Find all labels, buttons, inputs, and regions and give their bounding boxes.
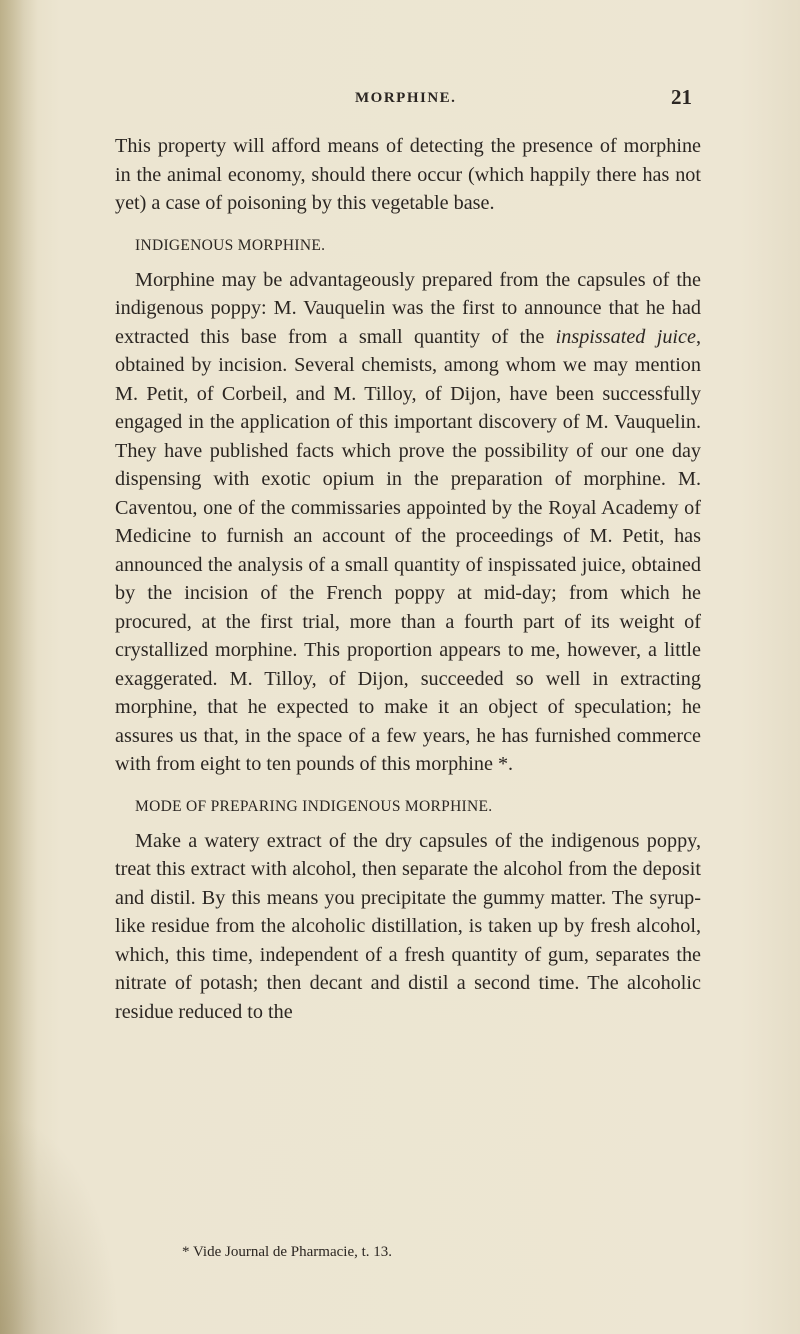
page-header [0,85,800,118]
section-heading-mode-of-preparing: MODE OF PREPARING INDIGENOUS MORPHINE. [135,797,493,815]
paragraph-preparation: Make a watery extract of the dry capsules of the indigenous poppy, treat this extract with alcohol, then separate the alcohol from the deposit and distil. By this means you precipitate the gummy matter. The syrup-like residue from the alcoholic distillation, is taken up by fresh alcohol, which, this time, independent of a fresh quantity of gum, separates the nitrate of potash; then decant and distil a second time. The alcoholic residue reduced to the [115,829,701,1023]
page-number: 21 [671,85,692,109]
paragraph-indigenous-morphine [115,266,701,779]
footnote: * Vide Journal de Pharmacie, t. 13. [182,1244,393,1260]
section-heading-indigenous-morphine: INDIGENOUS MORPHINE. [135,236,326,254]
paragraph-continuation: This property will afford means of detecting the presence of morphine in the animal economy, should there occur (which happily there has not yet) a case of poisoning by this vegetable base. [115,135,701,214]
emphasized-term: inspissated juice [555,325,696,348]
paragraph-text: , obtained by incision. Several chemists, among whom we may mention M. Petit, of Corbeil, and M. Tilloy, of Dijon, have been successfully engaged in the application of this important discovery of M. Vauquelin. They have published facts which prove the possibility of our one day dispensing with exotic opium in the preparation of morphine. M. Caventou, one of the commissaries appointed by the Royal Academy of Medicine to furnish an account of the proceedings of M. Petit, has announced the analysis of a small quantity of inspissated juice, obtained by the incision of the French poppy at mid-day; from which he procured, at the first trial, more than a fourth part of its weight of crystallized morphine. This proportion appears to me, however, a little exaggerated. M. Tilloy, of Dijon, succeeded so well in extracting morphine, that he expected to make it an object of speculation; he assures us that, in the space of a few years, he has furnished commerce with from eight to ten pounds of this morphine *. [115,325,701,775]
running-head: MORPHINE. [355,90,457,106]
paragraph-text: Morphine may be advantageously prepared from the capsules of the indigenous poppy: M. Vauquelin was the first to announce that he had extracted this base from a small quantity of the [115,268,701,348]
page-stain [0,1114,120,1334]
page-body [115,132,701,1026]
